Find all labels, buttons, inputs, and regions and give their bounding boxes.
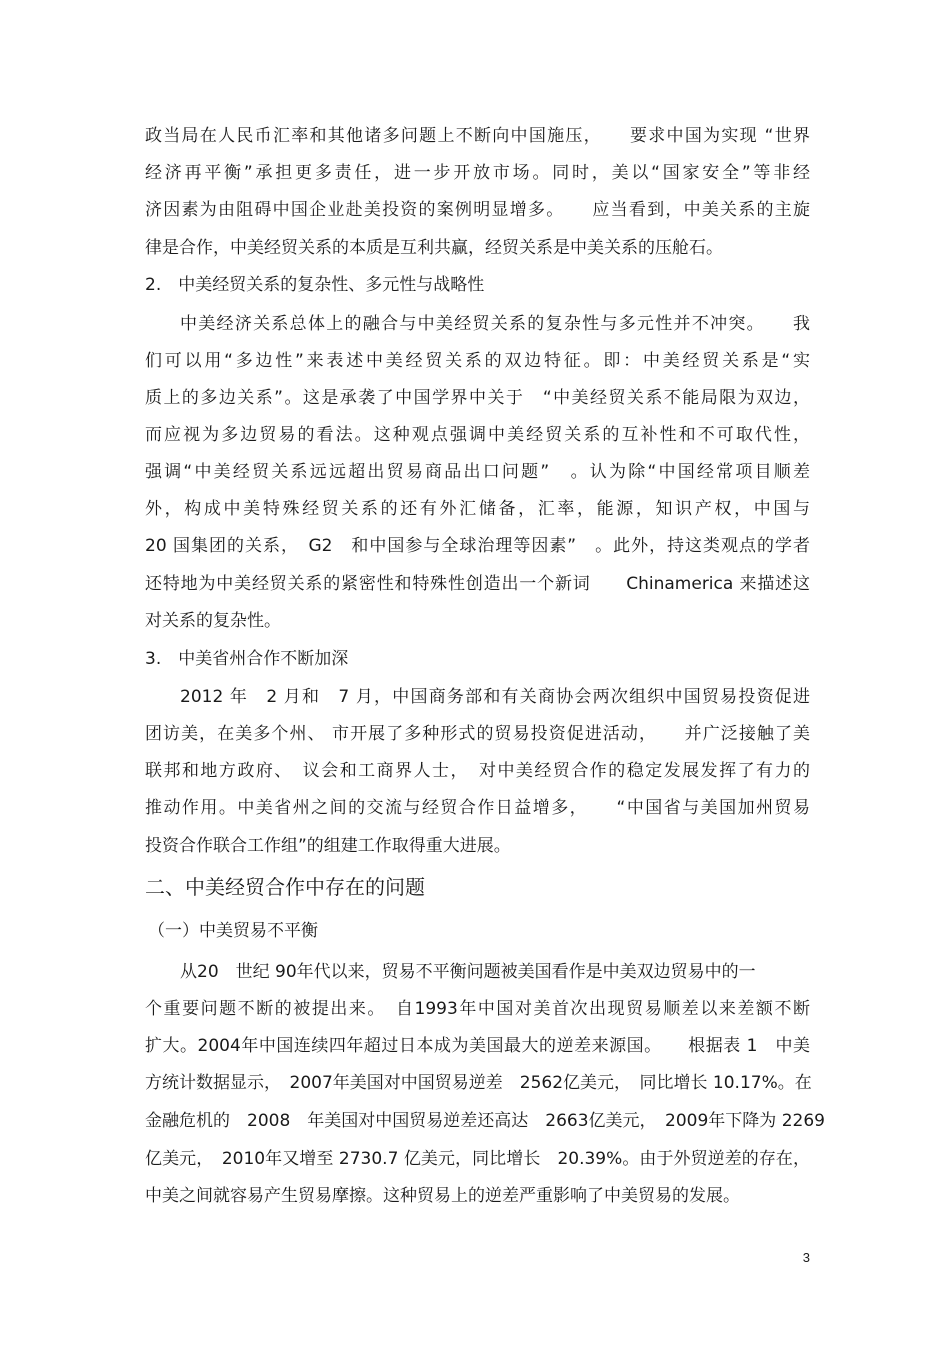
paragraph-line: 还特地为中美经贸关系的紧密性和特殊性创造出一个新词 Chinamerica 来描述这 [145, 574, 810, 594]
paragraph-line: 而应视为多边贸易的看法。这种观点强调中美经贸关系的互补性和不可取代性， [145, 425, 810, 445]
paragraph-line: 金融危机的 2008 年美国对中国贸易逆差还高达 2663亿美元， 2009年下降为 2269 [145, 1111, 825, 1131]
paragraph-line: 方统计数据显示， 2007年美国对中国贸易逆差 2562亿美元， 同比增长 10.17%。在 [145, 1073, 812, 1093]
paragraph-line: 中美之间就容易产生贸易摩擦。这种贸易上的逆差严重影响了中美贸易的发展。 [145, 1186, 740, 1206]
chapter-heading: 二、中美经贸合作中存在的问题 [145, 875, 425, 899]
section-heading: 2. 中美经贸关系的复杂性、多元性与战略性 [145, 275, 485, 295]
paragraph-line: 20 国集团的关系， G2 和中国参与全球治理等因素” 。此外，持这类观点的学者 [145, 536, 810, 556]
paragraph-line: 个重要问题不断的被提出来。 自1993年中国对美首次出现贸易顺差以来差额不断 [145, 999, 810, 1019]
paragraph-line: 亿美元， 2010年又增至 2730.7 亿美元，同比增长 20.39%。由于外贸逆差的存在， [145, 1149, 810, 1169]
paragraph-line: 联邦和地方政府、 议会和工商界人士， 对中美经贸合作的稳定发展发挥了有力的 [145, 761, 810, 781]
paragraph-line: 中美经济关系总体上的融合与中美经贸关系的复杂性与多元性并不冲突。 我 [180, 314, 810, 334]
paragraph-line: 推动作用。中美省州之间的交流与经贸合作日益增多， “中国省与美国加州贸易 [145, 798, 810, 818]
paragraph-line: 扩大。2004年中国连续四年超过日本成为美国最大的逆差来源国。 根据表 1 中美 [145, 1036, 810, 1056]
section-heading: 3. 中美省州合作不断加深 [145, 649, 349, 669]
paragraph-line: 们可以用“多边性”来表述中美经贸关系的双边特征。即：中美经贸关系是“实 [145, 351, 810, 371]
paragraph-line: 对关系的复杂性。 [145, 611, 281, 631]
paragraph-line: 律是合作，中美经贸关系的本质是互利共赢，经贸关系是中美关系的压舱石。 [145, 238, 723, 258]
paragraph-line: 团访美，在美多个州、 市开展了多种形式的贸易投资促进活动， 并广泛接触了美 [145, 724, 810, 744]
page-number: 3 [802, 1250, 810, 1265]
paragraph-line: 质上的多边关系”。这是承袭了中国学界中关于 “中美经贸关系不能局限为双边， [145, 388, 810, 408]
paragraph-line: 从20 世纪 90年代以来，贸易不平衡问题被美国看作是中美双边贸易中的一 [180, 962, 756, 982]
paragraph-line: 强调“中美经贸关系远远超出贸易商品出口问题” 。认为除“中国经常项目顺差 [145, 462, 810, 482]
paragraph-line: 济因素为由阻碍中国企业赴美投资的案例明显增多。 应当看到，中美关系的主旋 [145, 200, 810, 220]
paragraph-line: 投资合作联合工作组”的组建工作取得重大进展。 [145, 836, 511, 856]
paragraph-line: 经济再平衡”承担更多责任，进一步开放市场。同时，美以“国家安全”等非经 [145, 163, 810, 183]
paragraph-line: 2012 年 2 月和 7 月，中国商务部和有关商协会两次组织中国贸易投资促进 [180, 687, 810, 707]
paragraph-line: 外，构成中美特殊经贸关系的还有外汇储备，汇率，能源，知识产权，中国与 [145, 499, 810, 519]
subsection-heading: （一）中美贸易不平衡 [148, 921, 318, 941]
paragraph-line: 政当局在人民币汇率和其他诸多问题上不断向中国施压， 要求中国为实现 “世界 [145, 126, 810, 146]
